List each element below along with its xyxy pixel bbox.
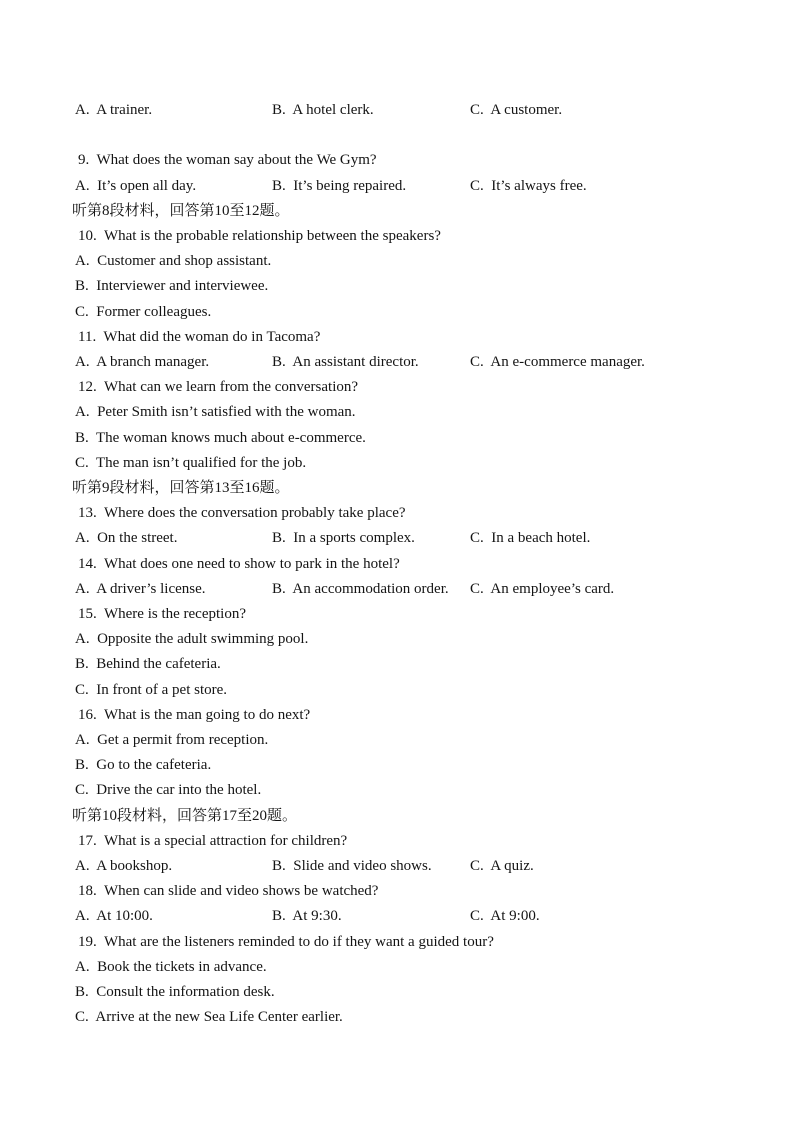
question-13: 13. Where does the conversation probably take place? — [78, 505, 406, 522]
options-row — [72, 904, 744, 929]
options-row — [72, 350, 744, 375]
option-line: B. Go to the cafeteria. — [75, 757, 212, 774]
option-line: C. Drive the car into the hotel. — [75, 782, 262, 799]
option-line: A. Opposite the adult swimming pool. — [75, 631, 309, 648]
option-a: A. A branch manager. — [75, 354, 210, 371]
option-b: B. In a sports complex. — [272, 530, 415, 547]
option-c: C. In a beach hotel. — [470, 530, 591, 547]
option-line: B. Behind the cafeteria. — [75, 656, 221, 673]
option-line: A. Peter Smith isn’t satisfied with the woman. — [75, 404, 356, 421]
option-line: A. Get a permit from reception. — [75, 732, 269, 749]
option-line: A. Book the tickets in advance. — [75, 958, 267, 975]
option-c: C. An employee’s card. — [470, 580, 615, 597]
option-line: A. Customer and shop assistant. — [75, 253, 272, 270]
option-line: C. Former colleagues. — [75, 303, 212, 320]
question-17: 17. What is a special attraction for children? — [78, 832, 348, 849]
option-line: C. The man isn’t qualified for the job. — [75, 454, 307, 471]
options-row — [72, 98, 744, 123]
option-c: C. It’s always free. — [470, 177, 587, 194]
option-a: A. It’s open all day. — [75, 177, 197, 194]
section-instruction: 听第10段材料，回答第17至20题。 — [72, 807, 298, 824]
option-line: B. The woman knows much about e-commerce. — [75, 429, 366, 446]
question-14: 14. What does one need to show to park in the hotel? — [78, 555, 400, 572]
question-19: 19. What are the listeners reminded to do if they want a guided tour? — [78, 933, 494, 950]
option-a: A. A driver’s license. — [75, 580, 206, 597]
option-b: B. It’s being repaired. — [272, 177, 407, 194]
option-b: B. An accommodation order. — [272, 580, 449, 597]
section-instruction: 听第9段材料，回答第13至16题。 — [72, 480, 290, 497]
question-10: 10. What is the probable relationship between the speakers? — [78, 228, 441, 244]
option-a: A. At 10:00. — [75, 908, 153, 925]
question-12: 12. What can we learn from the conversation? — [78, 379, 359, 396]
options-row — [72, 526, 744, 551]
option-line: C. In front of a pet store. — [75, 681, 228, 698]
option-b: B. Slide and video shows. — [272, 858, 432, 875]
question-9: 9. What does the woman say about the We Gym? — [78, 152, 377, 169]
option-b: B. At 9:30. — [272, 908, 342, 925]
option-a: A. On the street. — [75, 530, 178, 547]
section-instruction: 听第8段材料，回答第10至12题。 — [72, 202, 290, 219]
option-a: A. A trainer. — [75, 102, 153, 118]
option-line: C. Arrive at the new Sea Life Center earlier. — [75, 1009, 343, 1026]
option-line: B. Consult the information desk. — [75, 984, 275, 1001]
options-row — [72, 577, 744, 602]
option-c: C. A customer. — [470, 102, 563, 118]
question-18: 18. When can slide and video shows be watched? — [78, 883, 379, 900]
option-b: B. A hotel clerk. — [272, 102, 374, 118]
options-row — [72, 854, 744, 879]
question-16: 16. What is the man going to do next? — [78, 706, 311, 723]
question-11: 11. What did the woman do in Tacoma? — [78, 328, 321, 345]
blank-line — [72, 123, 744, 148]
options-row — [72, 174, 744, 199]
exam-content — [72, 98, 744, 1031]
option-c: C. A quiz. — [470, 858, 534, 875]
option-c: C. At 9:00. — [470, 908, 540, 925]
option-c: C. An e-commerce manager. — [470, 354, 645, 371]
option-a: A. A bookshop. — [75, 858, 173, 875]
option-b: B. An assistant director. — [272, 354, 419, 371]
option-line: B. Interviewer and interviewee. — [75, 278, 269, 295]
question-15: 15. Where is the reception? — [78, 606, 246, 623]
